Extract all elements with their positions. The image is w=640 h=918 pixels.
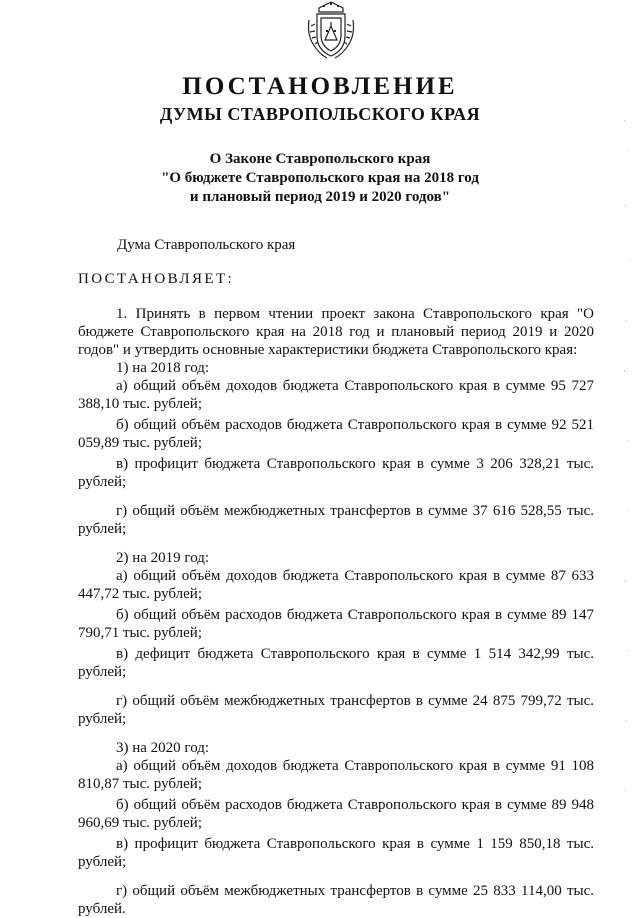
budget-item: а) общий объём доходов бюджета Ставропольского края в сумме 95 727 388,10 тыс. рублей; [78,378,594,412]
budget-item: г) общий объём межбюджетных трансфертов в сумме 25 833 114,00 тыс. рублей. [78,883,594,917]
document-subtitle: ДУМЫ СТАВРОПОЛЬСКОГО КРАЯ [159,104,481,124]
subject-line: "О бюджете Ставропольского края на 2018 год [161,170,479,186]
document-title: ПОСТАНОВЛЕНИЕ [182,73,458,100]
budget-item: в) профицит бюджета Ставропольского края в сумме 1 159 850,18 тыс. рублей; [78,836,594,870]
subject-line: и плановый период 2019 и 2020 годов" [189,189,451,205]
coat-of-arms-icon [305,0,357,62]
budget-item: г) общий объём межбюджетных трансфертов в сумме 37 616 528,55 тыс. рублей; [78,503,594,537]
scan-artifact [622,110,632,810]
year-heading: 2) на 2019 год: [116,550,210,566]
budget-item: г) общий объём межбюджетных трансфертов в сумме 24 875 799,72 тыс. рублей; [78,693,594,727]
resolution-subject [0,150,640,207]
budget-item: б) общий объём расходов бюджета Ставропольского края в сумме 89 948 960,69 тыс. рублей; [78,797,594,831]
paragraph-main: 1. Принять в первом чтении проект закона Ставропольского края "О бюджете Ставропольского края на 2018 год и плановый период 2019 и 2020 годов" и утвердить основные характеристики бюджета Ставропольского края: [78,306,594,358]
budget-item: а) общий объём доходов бюджета Ставропольского края в сумме 91 108 810,87 тыс. рублей; [78,758,594,792]
budget-item: в) дефицит бюджета Ставропольского края в сумме 1 514 342,99 тыс. рублей; [78,646,594,680]
resolution-body [78,305,594,918]
budget-item: а) общий объём доходов бюджета Ставропольского края в сумме 87 633 447,72 тыс. рублей; [78,568,594,602]
year-heading: 3) на 2020 год: [116,740,210,756]
budget-item: б) общий объём расходов бюджета Ставропольского края в сумме 89 147 790,71 тыс. рублей; [78,607,594,641]
budget-item: б) общий объём расходов бюджета Ставропольского края в сумме 92 521 059,89 тыс. рублей; [78,417,594,451]
year-heading: 1) на 2018 год: [116,360,210,376]
issuing-body: Дума Ставропольского края [117,237,296,253]
subject-line: О Законе Ставропольского края [209,151,431,167]
budget-item: в) профицит бюджета Ставропольского края в сумме 3 206 328,21 тыс. рублей; [78,456,594,490]
resolves-heading: ПОСТАНОВЛЯЕТ: [78,271,235,287]
